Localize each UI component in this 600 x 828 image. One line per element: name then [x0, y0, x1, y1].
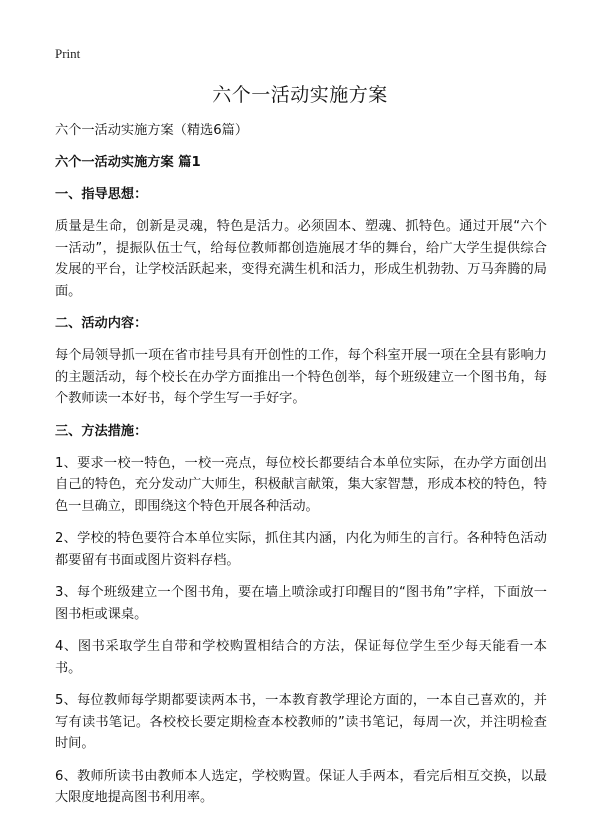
section-paragraph: 1、要求一校一特色，一校一亮点，每位校长都要结合本单位实际，在办学方面创出自己的特色，充分发动广大师生，积极献言献策，集大家智慧，形成本校的特色，特色一旦确立，即围绕这个特色开展各种活动。: [55, 455, 547, 514]
section-activity-content: [55, 313, 547, 410]
article-title: 六个一活动实施方案 篇1: [55, 155, 201, 170]
section-paragraph: 3、每个班级建立一个图书角，要在墙上喷涂或打印醒目的“图书角”字样，下面放一图书柜或课桌。: [55, 585, 547, 622]
document-body: [55, 120, 547, 820]
section-paragraph: 每个局领导抓一项在省市挂号具有开创性的工作，每个科室开展一项在全县有影响力的主题活动，每个校长在办学方面推出一个特色创举，每个班级建立一个图书角，每个教师读一本好书，每个学生写一手好字。: [55, 348, 547, 406]
section-guiding-ideology: [55, 184, 547, 302]
section-paragraph: 质量是生命，创新是灵魂，特色是活力。必须固本、塑魂、抓特色。通过开展“六个一活动”，提振队伍士气，给每位教师都创造施展才华的舞台，给广大学生提供综合发展的平台，让学校活跃起来，变得充满生机和活力，形成生机勃勃、万马奔腾的局面。: [55, 219, 547, 299]
section-heading: 一、指导思想：: [55, 187, 148, 202]
section-paragraph: 4、图书采取学生自带和学校购置相结合的方法，保证每位学生至少每天能看一本书。: [55, 639, 547, 676]
section-paragraph: 5、每位教师每学期都要读两本书，一本教育教学理论方面的，一本自己喜欢的，并写有读书笔记。各校校长要定期检查本校教师的”读书笔记，每周一次，并注明检查时间。: [55, 693, 547, 751]
print-label[interactable]: Print: [55, 46, 81, 61]
document-title: 六个一活动实施方案: [212, 84, 388, 106]
section-methods-measures: [55, 421, 547, 809]
section-heading: 二、活动内容：: [55, 316, 148, 331]
section-heading: 三、方法措施：: [55, 423, 148, 439]
section-paragraph: 6、教师所读书由教师本人选定，学校购置。保证人手两本，看完后相互交换，以最大限度地提高图书利用率。: [55, 768, 547, 805]
section-paragraph: 2、学校的特色要符合本单位实际，抓住其内涵，内化为师生的言行。各种特色活动都要留有书面或图片资料存档。: [55, 531, 547, 568]
document-subtitle: 六个一活动实施方案（精选6篇）: [55, 123, 249, 138]
